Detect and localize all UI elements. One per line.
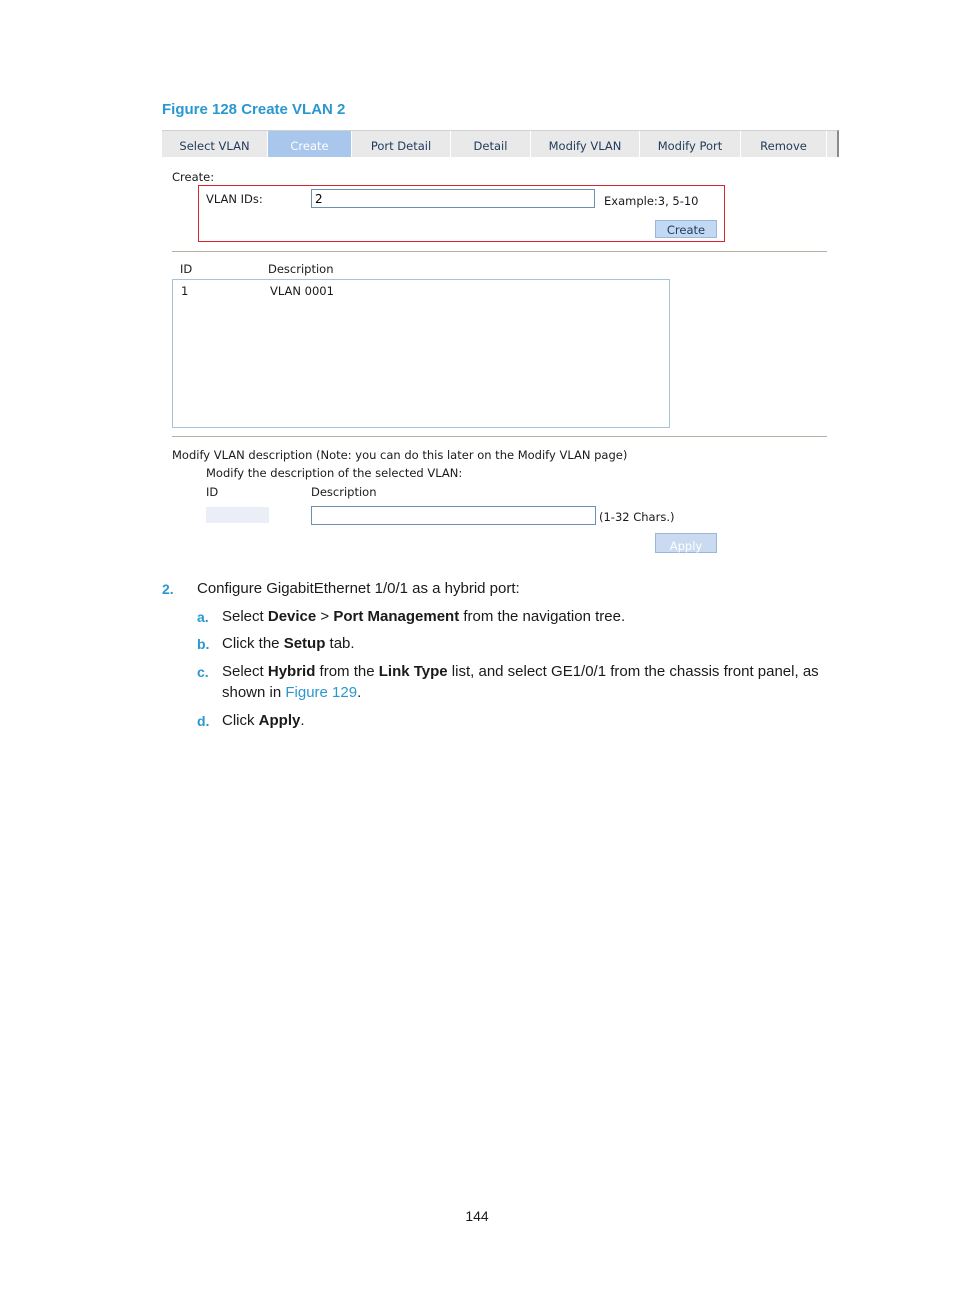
vlan-ids-input[interactable] [311,189,595,208]
example-hint: Example:3, 5-10 [604,194,699,208]
page-number: 144 [465,1208,489,1224]
step-2-number: 2. [162,581,174,597]
divider [172,436,827,437]
step-2-text: Configure GigabitEthernet 1/0/1 as a hybrid port: [197,580,520,597]
table-row-id[interactable]: 1 [181,284,189,298]
apply-button[interactable]: Apply [655,533,717,553]
step-b-text: Click the Setup tab. [222,635,355,652]
create-section-label: Create: [172,170,215,184]
tab-detail[interactable]: Detail [451,131,531,157]
table-row-description[interactable]: VLAN 0001 [270,284,334,298]
create-button[interactable]: Create [655,220,717,238]
step-c-label: c. [197,664,209,680]
step-d-text: Click Apply. [222,712,305,729]
vlan-ids-label: VLAN IDs: [206,192,263,206]
step-a-label: a. [197,609,209,625]
tab-remove[interactable]: Remove [741,131,827,157]
modify-instruction: Modify the description of the selected VLAN: [206,466,463,480]
tab-bar [162,130,839,157]
tab-modify-vlan[interactable]: Modify VLAN [531,131,640,157]
figure-129-link[interactable]: Figure 129 [285,684,358,701]
tab-select-vlan[interactable]: Select VLAN [162,131,268,157]
step-c-text: Select Hybrid from the Link Type list, and select GE1/0/1 from the chassis front panel, as [222,663,819,680]
modify-description-input[interactable] [311,506,596,525]
table-header-id: ID [180,262,193,276]
step-d-label: d. [197,713,210,729]
modify-id-field [206,507,269,523]
table-header-description: Description [268,262,334,276]
tab-modify-port[interactable]: Modify Port [640,131,741,157]
divider [172,251,827,252]
modify-section-label: Modify VLAN description (Note: you can do this later on the Modify VLAN page) [172,448,628,462]
chars-hint: (1-32 Chars.) [599,510,675,524]
tab-create[interactable]: Create [268,131,352,157]
step-a-text: Select Device > Port Management from the navigation tree. [222,608,626,625]
step-c-text-line2: shown in Figure 129. [222,684,362,701]
modify-id-label: ID [206,485,219,499]
tab-port-detail[interactable]: Port Detail [352,131,451,157]
vlan-table [172,279,670,428]
step-b-label: b. [197,636,210,652]
figure-title: Figure 128 Create VLAN 2 [162,101,346,118]
modify-description-label: Description [311,485,377,499]
